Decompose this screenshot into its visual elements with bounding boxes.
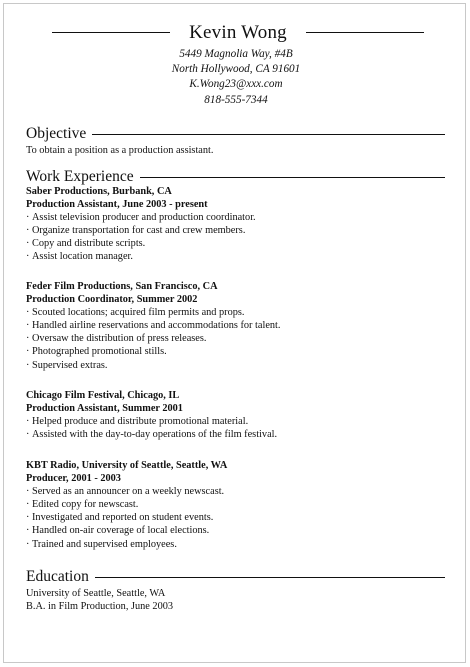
job-duty: · Scouted locations; acquired film permits and props.: [26, 307, 245, 319]
education-details: [26, 587, 446, 614]
job-duty: · Assist television producer and production coordinator.: [26, 212, 256, 224]
job-title: Production Assistant, Summer 2001: [26, 403, 183, 415]
phone-number: 818-555-7344: [204, 93, 268, 106]
job-duty: · Oversaw the distribution of press releases.: [26, 333, 207, 345]
job-employer: Chicago Film Festival, Chicago, IL: [26, 390, 180, 401]
job-duties-list: [26, 485, 446, 550]
education-school: University of Seattle, Seattle, WA: [26, 588, 166, 599]
job-duty: · Handled airline reservations and accommodations for talent.: [26, 320, 281, 332]
education-heading-row: [26, 568, 445, 586]
job-duty: · Photographed promotional stills.: [26, 346, 167, 358]
work-experience-rule: [140, 177, 445, 178]
job-employer: Saber Productions, Burbank, CA: [26, 186, 172, 197]
education-degree: B.A. in Film Production, June 2003: [26, 601, 174, 613]
job-title: Producer, 2001 - 2003: [26, 473, 121, 485]
job-duty: · Edited copy for newscast.: [26, 499, 139, 511]
work-experience-heading-row: [26, 168, 445, 186]
job-employer: KBT Radio, University of Seattle, Seattle, WA: [26, 460, 228, 471]
job-duty: · Investigated and reported on student events.: [26, 512, 214, 524]
email-address: K.Wong23@xxx.com: [189, 78, 283, 91]
name-rule-right: [306, 32, 424, 33]
objective-heading: Objective: [26, 125, 87, 142]
name-header: [52, 22, 424, 44]
job-duty: · Assisted with the day-to-day operations of the film festival.: [26, 429, 278, 441]
job-employer: Feder Film Productions, San Francisco, CA: [26, 281, 218, 292]
address-line-1: 5449 Magnolia Way, #4B: [179, 48, 293, 60]
job-duty: · Organize transportation for cast and crew members.: [26, 225, 246, 237]
job-duty: · Served as an announcer on a weekly newscast.: [26, 486, 225, 498]
job-entry: [26, 389, 446, 441]
job-title: Production Coordinator, Summer 2002: [26, 294, 198, 306]
contact-block: [4, 47, 468, 108]
address-line-2: North Hollywood, CA 91601: [171, 63, 301, 76]
job-duty: · Helped produce and distribute promotional material.: [26, 416, 249, 428]
objective-heading-row: [26, 125, 445, 143]
job-entry: [26, 459, 446, 551]
objective-rule: [92, 134, 445, 135]
education-rule: [95, 577, 445, 578]
job-entry: [26, 185, 446, 264]
job-duties-list: [26, 415, 446, 441]
name-rule-left: [52, 32, 170, 33]
resume-page: [3, 3, 466, 663]
job-title: Production Assistant, June 2003 - present: [26, 199, 208, 211]
job-duties-list: [26, 306, 446, 371]
job-duty: · Copy and distribute scripts.: [26, 238, 146, 250]
education-heading: Education: [26, 568, 89, 585]
job-entry: [26, 280, 446, 372]
job-duty: · Trained and supervised employees.: [26, 538, 177, 550]
objective-text: To obtain a position as a production assistant.: [26, 145, 214, 156]
candidate-name: Kevin Wong: [189, 22, 287, 43]
job-duties-list: [26, 211, 446, 263]
job-duty: · Assist location manager.: [26, 251, 133, 263]
work-experience-heading: Work Experience: [26, 168, 134, 185]
job-duty: · Handled on-air coverage of local elections.: [26, 525, 210, 537]
job-duty: · Supervised extras.: [26, 359, 108, 371]
